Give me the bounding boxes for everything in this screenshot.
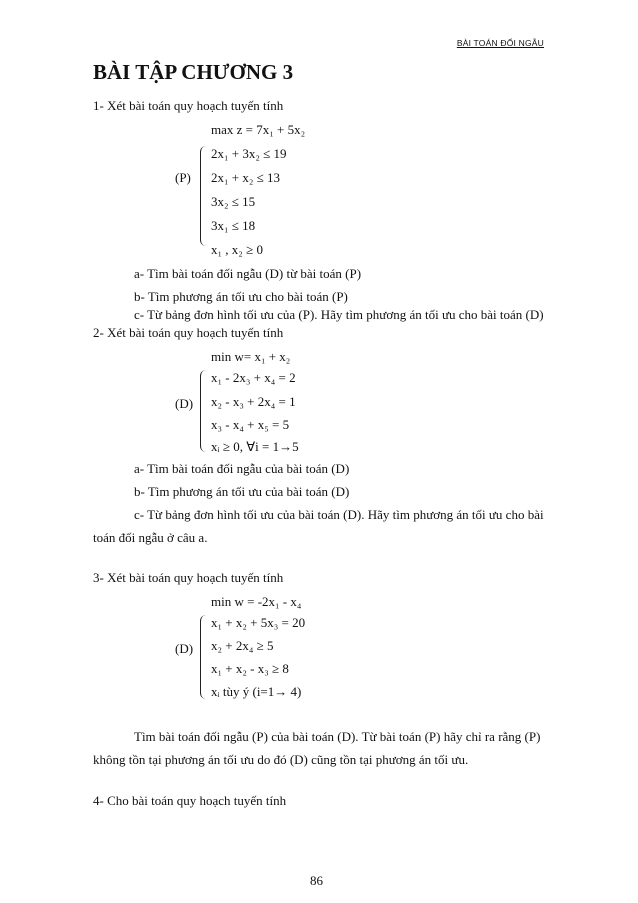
problem-3-text-cont: không tồn tại phương án tối ưu do đó (D) cũng tồn tại phương án tối ưu. <box>93 752 469 767</box>
problem-2-part-c: c- Từ bảng đơn hình tối ưu của bài toán (D). Hãy tìm phương án tối ưu cho bài <box>134 507 544 522</box>
problem-1-label: (P) <box>175 170 191 185</box>
problem-1-brace <box>200 146 207 246</box>
constraint: 3x₂ ≤ 15 <box>211 194 256 209</box>
constraint: x₂ - x₃ + 2x₄ = 1 <box>211 394 296 409</box>
problem-2-part-c-cont: toán đối ngẫu ở câu a. <box>93 530 208 545</box>
constraint: xᵢ tùy ý (i=1→ 4) <box>211 684 302 699</box>
constraint: x₁ , x₂ ≥ 0 <box>211 242 263 257</box>
page-number: 86 <box>310 873 323 888</box>
problem-3-intro: 3- Xét bài toán quy hoạch tuyến tính <box>93 570 284 585</box>
chapter-title: BÀI TẬP CHƯƠNG 3 <box>93 60 294 84</box>
constraint: x₁ + x₂ - x₃ ≥ 8 <box>211 661 289 676</box>
constraint: x₂ + 2x₄ ≥ 5 <box>211 638 274 653</box>
problem-1-objective: max z = 7x₁ + 5x₂ <box>211 122 306 137</box>
problem-2-objective: min w= x₁ + x₂ <box>211 349 291 364</box>
problem-3-label: (D) <box>175 641 194 656</box>
constraint: xᵢ ≥ 0, ∀i = 1→5 <box>211 439 299 454</box>
constraint: x₁ + x₂ + 5x₃ = 20 <box>211 615 306 630</box>
problem-2-brace <box>200 370 207 452</box>
problem-1-intro: 1- Xét bài toán quy hoạch tuyến tính <box>93 98 284 113</box>
problem-2-part-b: b- Tìm phương án tối ưu của bài toán (D) <box>134 484 350 499</box>
constraint: x₃ - x₄ + x₅ = 5 <box>211 417 290 432</box>
problem-3-text: Tìm bài toán đối ngẫu (P) của bài toán (D). Từ bài toán (P) hãy chỉ ra rằng (P) <box>134 729 541 744</box>
problem-2-intro: 2- Xét bài toán quy hoạch tuyến tính <box>93 325 284 340</box>
constraint: x₁ - 2x₃ + x₄ = 2 <box>211 370 296 385</box>
constraint: 2x₁ + x₂ ≤ 13 <box>211 170 281 185</box>
problem-1-part-c: c- Từ bảng đơn hình tối ưu của (P). Hãy tìm phương án tối ưu cho bài toán (D) <box>134 307 544 322</box>
constraint: 2x₁ + 3x₂ ≤ 19 <box>211 146 287 161</box>
problem-3-brace <box>200 615 207 699</box>
problem-1-part-b: b- Tìm phương án tối ưu cho bài toán (P) <box>134 289 348 304</box>
running-header: BÀI TOÁN ĐỐI NGẪU <box>456 38 544 48</box>
problem-2-part-a: a- Tìm bài toán đối ngẫu của bài toán (D) <box>134 461 350 476</box>
problem-1-part-a: a- Tìm bài toán đối ngẫu (D) từ bài toán (P) <box>134 266 362 281</box>
problem-4-intro: 4- Cho bài toán quy hoạch tuyến tính <box>93 793 287 808</box>
constraint: 3x₁ ≤ 18 <box>211 218 256 233</box>
problem-2-label: (D) <box>175 396 194 411</box>
problem-3-objective: min w = -2x₁ - x₄ <box>211 594 302 609</box>
